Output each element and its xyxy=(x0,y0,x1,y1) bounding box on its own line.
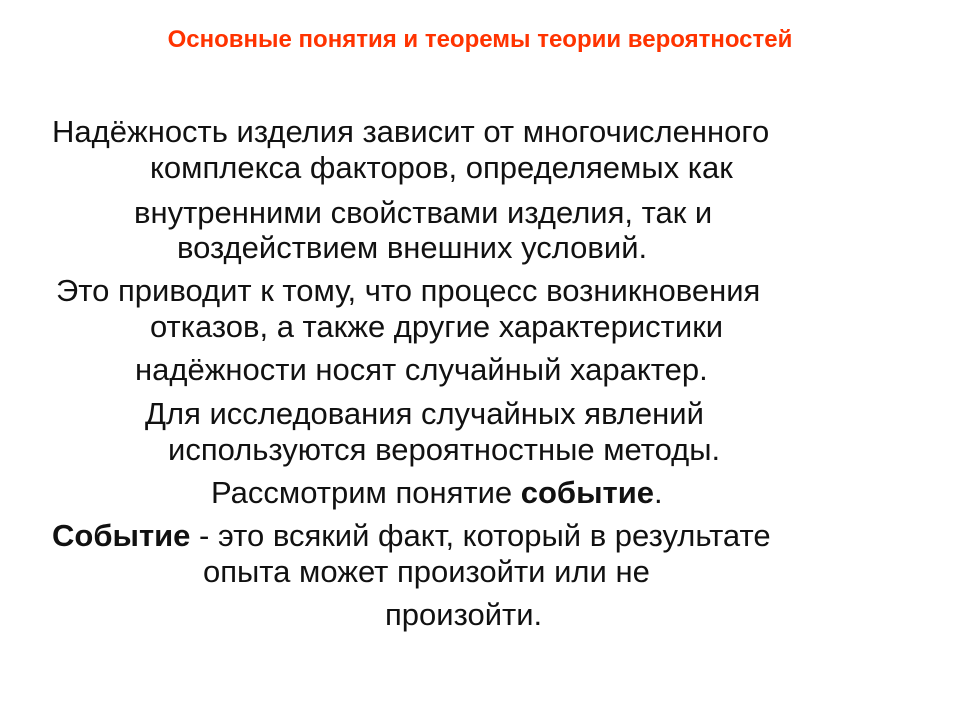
paragraph-1-line-3: внутренними свойствами изделия, так и xyxy=(134,195,713,230)
paragraph-3-line-2: используются вероятностные методы. xyxy=(168,432,721,467)
paragraph-2-line-2: отказов, а также другие характеристики xyxy=(150,309,724,344)
paragraph-1-line-1: Надёжность изделия зависит от многочисленного xyxy=(52,114,770,149)
paragraph-5-line-3: произойти. xyxy=(385,597,543,632)
paragraph-4 xyxy=(211,475,663,511)
term-event: событие xyxy=(520,475,655,510)
slide-title: Основные понятия и теоремы теории вероятностей xyxy=(167,26,793,53)
paragraph-2-line-3: надёжности носят случайный характер. xyxy=(135,352,708,387)
paragraph-1-line-4: воздействием внешних условий. xyxy=(177,230,648,265)
paragraph-2-line-1: Это приводит к тому, что процесс возникновения xyxy=(56,273,761,308)
paragraph-3-line-1: Для исследования случайных явлений xyxy=(145,396,704,431)
paragraph-5-line-2: опыта может произойти или не xyxy=(203,554,650,589)
paragraph-1-line-2: комплекса факторов, определяемых как xyxy=(150,150,733,185)
paragraph-4-text: Рассмотрим понятие xyxy=(211,475,521,510)
paragraph-4-period: . xyxy=(654,475,663,510)
definition-text: - это всякий факт, который в результате xyxy=(190,518,771,553)
paragraph-5-line-1 xyxy=(52,518,771,554)
definition-term: Событие xyxy=(52,518,191,553)
